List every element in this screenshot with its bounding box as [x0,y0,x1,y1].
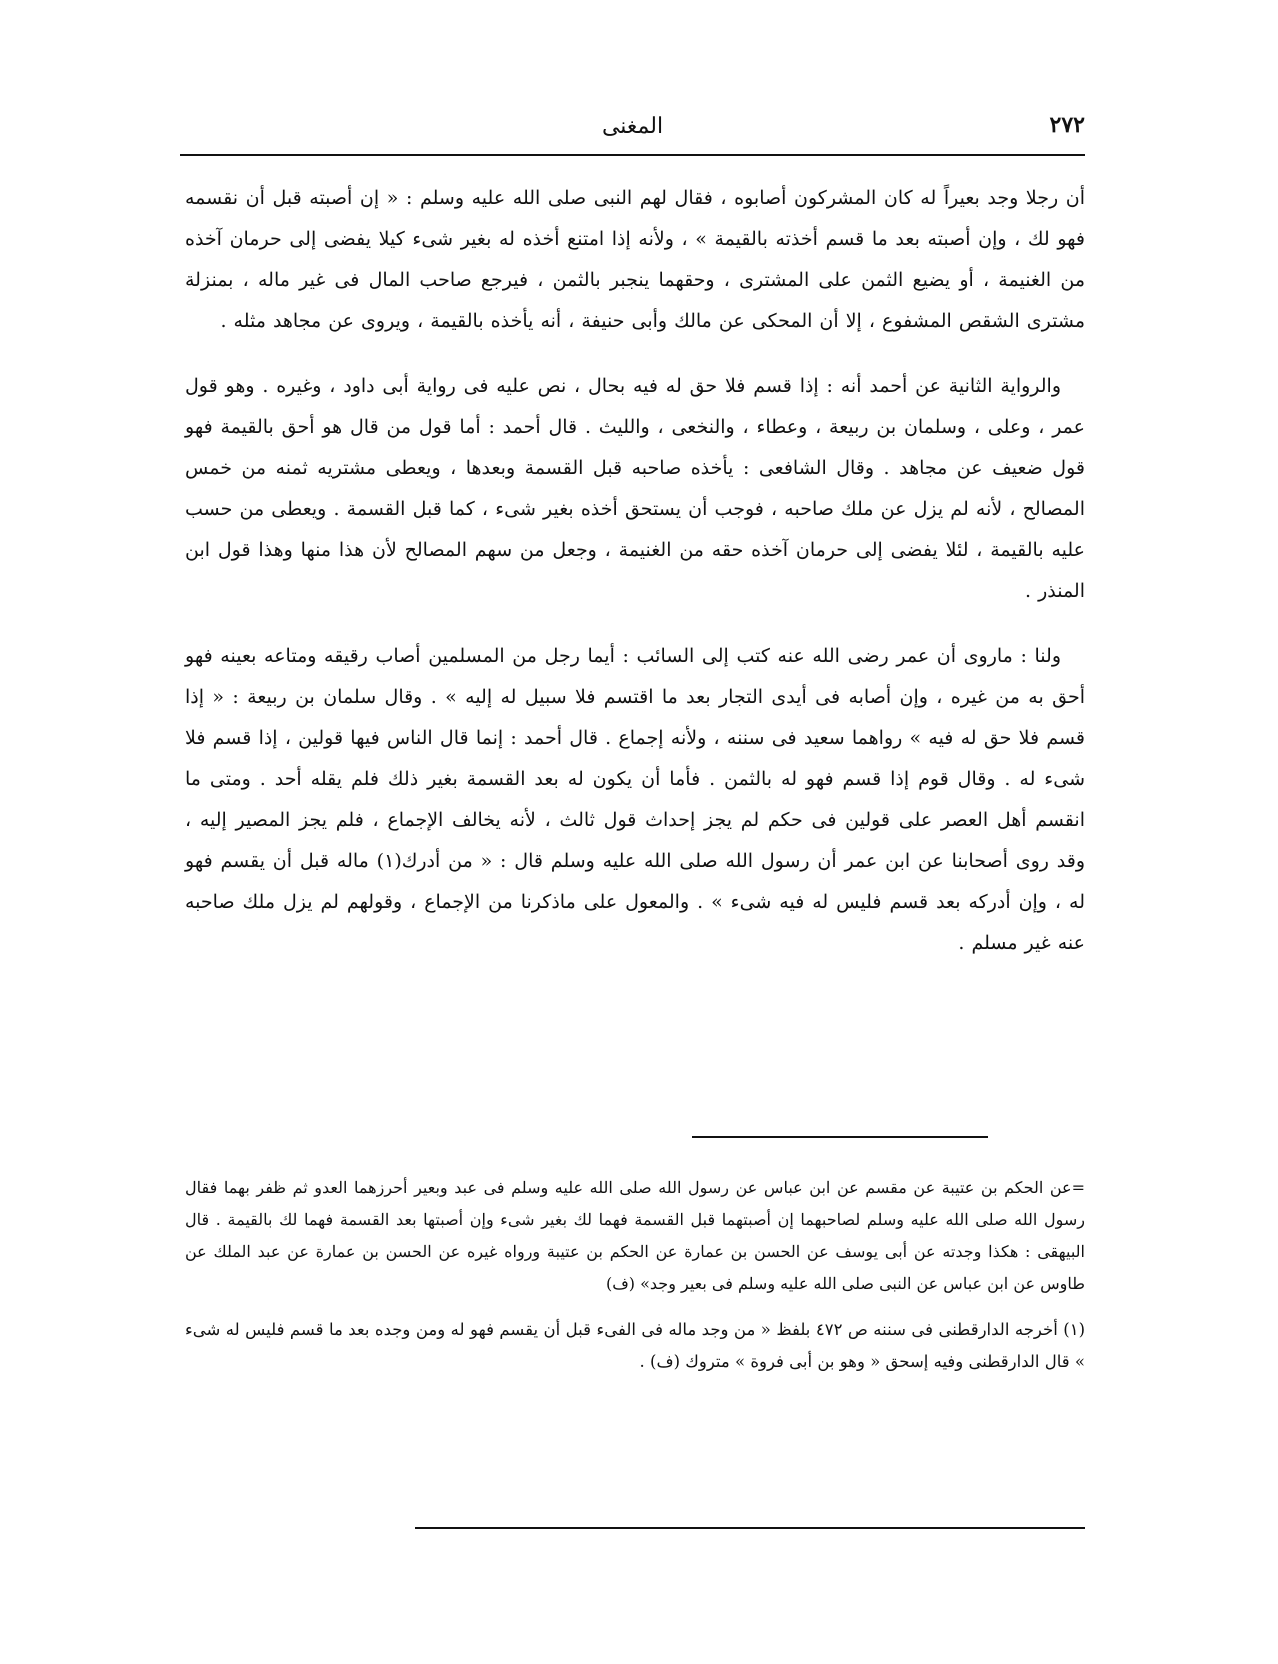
footnote-separator [692,1136,988,1138]
page-number: ٢٧٢ [1049,112,1085,138]
paragraph: أن رجلا وجد بعيراً له كان المشركون أصابوه ، فقال لهم النبى صلى الله عليه وسلم : « إن أصبته قبل أن نقسمه فهو لك ، وإن أصبته بعد ما قسم أخذته بالقيمة » ، ولأنه إذا امتنع أخذه له بغير شىء كيلا يفضى إلى حرمان آخذه من الغنيمة ، أو يضيع الثمن على المشترى ، وحقهما ينجبر بالثمن ، فيرجع صاحب المال فى غير ماله ، بمنزلة مشترى الشقص المشفوع ، إلا أن المحكى عن مالك وأبى حنيفة ، أنه يأخذه بالقيمة ، ويروى عن مجاهد مثله . [185,187,1085,332]
header-rule [180,154,1085,156]
paragraph: ولنا : ماروى أن عمر رضى الله عنه كتب إلى السائب : أيما رجل من المسلمين أصاب رقيقه ومتاعه بعينه فهو أحق به من غيره ، وإن أصابه فى أيدى التجار بعد ما اقتسم فلا سبيل له إليه » . وقال سلمان بن ربيعة : « إذا قسم فلا حق له فيه » رواهما سعيد فى سننه ، ولأنه إجماع . قال أحمد : إنما قال الناس فيها قولين ، إذا قسم فلا شىء له . وقال قوم إذا قسم فهو له بالثمن . فأما أن يكون له بعد القسمة بغير ذلك فلم يقله أحد . ومتى ما انقسم أهل العصر على قولين فى حكم لم يجز إحداث قول ثالث ، لأنه يخالف الإجماع ، فلم يجز المصير إليه ، وقد روى أصحابنا عن ابن عمر أن رسول الله صلى الله عليه وسلم قال : « من أدرك(١) ماله قبل أن يقسم فهو له ، وإن أدركه بعد قسم فليس له فيه شىء » . والمعول على ماذكرنا من الإجماع ، وقولهم لم يزل ملك صاحبه عنه غير مسلم . [185,645,1085,954]
footnotes [185,1172,1085,1392]
running-title: المغنى [601,114,664,139]
page-header [180,112,1085,146]
footnote-1: (١) أخرجه الدارقطنى فى سننه ص ٤٧٢ بلفظ « من وجد ماله فى الفىء قبل أن يقسم فهو له ومن وجده بعد ما قسم فليس له شىء » قال الدارقطنى وفيه إسحق « وهو بن أبى فروة » متروك (ف) . [185,1320,1085,1371]
paragraph: والرواية الثانية عن أحمد أنه : إذا قسم فلا حق له فيه بحال ، نص عليه فى رواية أبى داود ، وغيره . وهو قول عمر ، وعلى ، وسلمان بن ربيعة ، وعطاء ، والنخعى ، والليث . قال أحمد : أما قول من قال هو أحق بالقيمة فهو قول ضعيف عن مجاهد . وقال الشافعى : يأخذه صاحبه قبل القسمة وبعدها ، ويعطى مشتريه ثمنه من خمس المصالح ، لأنه لم يزل عن ملك صاحبه ، فوجب أن يستحق أخذه بغير شىء ، كما قبل القسمة . ويعطى من حسب عليه بالقيمة ، لئلا يفضى إلى حرمان آخذه حقه من الغنيمة ، وجعل من سهم المصالح لأن هذا منها وهذا قول ابن المنذر . [185,375,1085,602]
main-text [185,178,1085,988]
footnote-continuation: =عن الحكم بن عتيبة عن مقسم عن ابن عباس عن رسول الله صلى الله عليه وسلم فى عبد وبعير أحرزهما العدو ثم ظفر بهما فقال رسول الله صلى الله عليه وسلم لصاحبهما إن أصبتهما قبل القسمة فهما لك بغير شىء وإن أصبتها بعد القسمة فهما لك بالقيمة . قال البيهقى : هكذا وجدته عن أبى يوسف عن الحسن بن عمارة عن الحكم بن عتيبة ورواه غيره عن الحسن بن عمارة عن عبد الملك عن طاوس عن ابن عباس عن النبى صلى الله عليه وسلم فى بعير وجد» (ف) [185,1178,1085,1293]
bottom-rule [415,1527,1085,1529]
